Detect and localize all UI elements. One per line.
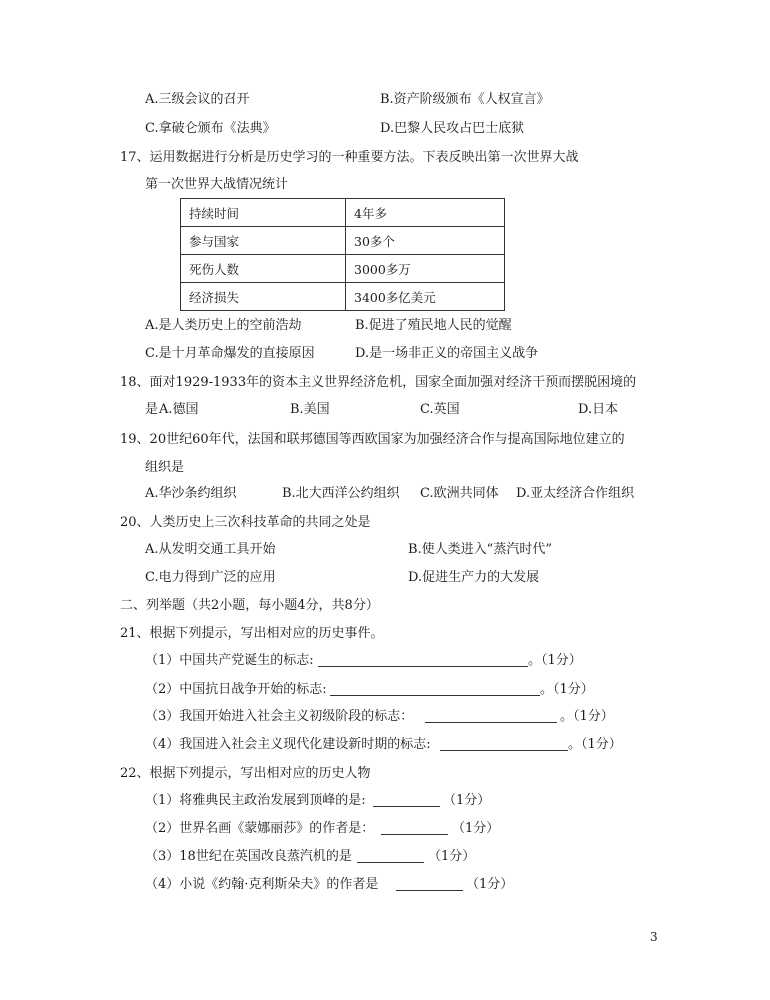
q20-stem: 20、人类历史上三次科技革命的共同之处是	[120, 515, 371, 530]
q22-stem: 22、根据下列提示，写出相对应的历史人物	[120, 766, 371, 781]
table-cell-value: 3400多亿美元	[346, 283, 505, 311]
q21-item-3-blank[interactable]	[425, 722, 557, 723]
q18-option-b: B.美国	[290, 402, 330, 417]
q17-stem: 17、运用数据进行分析是历史学习的一种重要方法。下表反映出第一次世界大战	[120, 150, 579, 165]
q18-option-c: C.英国	[420, 402, 460, 417]
q16-option-d: D.巴黎人民攻占巴士底狱	[380, 121, 525, 136]
q17-option-b: B.促进了殖民地人民的觉醒	[355, 318, 512, 333]
table-row	[181, 283, 505, 311]
q21-item-1-blank[interactable]	[318, 666, 528, 667]
q17-option-d: D.是一场非正义的帝国主义战争	[355, 346, 539, 361]
q19-stem-cont: 组织是	[145, 460, 185, 475]
q22-item-4-text: （4）小说《约翰·克利斯朵夫》的作者是	[145, 877, 379, 892]
q18-lead: 是	[145, 402, 159, 417]
q21-stem: 21、根据下列提示，写出相对应的历史事件。	[120, 626, 384, 641]
q20-option-b: B.使人类进入“蒸汽时代”	[408, 542, 552, 557]
q21-item-4-text: （4）我国进入社会主义现代化建设新时期的标志:	[145, 737, 431, 752]
q16-option-a: A.三级会议的召开	[145, 92, 250, 107]
q22-item-3-tail: （1分）	[428, 849, 476, 864]
q21-item-4-tail: 。（1分）	[568, 737, 622, 752]
table-cell-key: 持续时间	[181, 199, 346, 227]
q18-option-d: D.日本	[578, 402, 619, 417]
q21-item-4-blank[interactable]	[440, 750, 568, 751]
q19-option-a: A.华沙条约组织	[145, 486, 237, 501]
q22-item-1-text: （1）将雅典民主政治发展到顶峰的是:	[145, 793, 366, 808]
table-row	[181, 227, 505, 255]
table-cell-value: 4年多	[346, 199, 505, 227]
q17-option-a: A.是人类历史上的空前浩劫	[145, 318, 302, 333]
section-heading: 二、列举题（共2小题，每小题4分，共8分）	[120, 598, 379, 613]
q22-item-3-text: （3）18世纪在英国改良蒸汽机的是	[145, 849, 352, 864]
q17-table-title: 第一次世界大战情况统计	[145, 177, 289, 192]
q22-item-1-blank[interactable]	[373, 806, 440, 807]
q21-item-1-tail: 。（1分）	[528, 653, 582, 668]
q20-option-d: D.促进生产力的大发展	[408, 570, 540, 585]
table-cell-key: 经济损失	[181, 283, 346, 311]
q16-option-b: B.资产阶级颁布《人权宣言》	[380, 92, 550, 107]
q20-option-a: A.从发明交通工具开始	[145, 542, 276, 557]
q19-option-c: C.欧洲共同体	[420, 486, 499, 501]
q19-stem: 19、20世纪60年代，法国和联邦德国等西欧国家为加强经济合作与提高国际地位建立的	[120, 432, 625, 447]
q17-option-c: C.是十月革命爆发的直接原因	[145, 346, 315, 361]
q19-option-d: D.亚太经济合作组织	[516, 486, 635, 501]
q22-item-4-blank[interactable]	[396, 890, 463, 891]
q21-item-2-blank[interactable]	[330, 695, 540, 696]
q22-item-2-text: （2）世界名画《蒙娜丽莎》的作者是：	[145, 821, 375, 836]
table-cell-key: 死伤人数	[181, 255, 346, 283]
q22-item-1-tail: （1分）	[443, 793, 491, 808]
q20-option-c: C.电力得到广泛的应用	[145, 570, 276, 585]
q21-item-2-tail: 。（1分）	[540, 682, 594, 697]
q21-item-2-text: （2）中国抗日战争开始的标志:	[145, 682, 327, 697]
q21-item-1-text: （1）中国共产党诞生的标志:	[145, 653, 314, 668]
table-row	[181, 199, 505, 227]
q16-option-c: C.拿破仑颁布《法典》	[145, 121, 276, 136]
table-row	[181, 255, 505, 283]
q22-item-2-blank[interactable]	[381, 834, 448, 835]
q19-option-b: B.北大西洋公约组织	[282, 486, 400, 501]
ww1-stats-table	[180, 198, 505, 311]
q21-item-3-text: （3）我国开始进入社会主义初级阶段的标志：	[145, 709, 414, 724]
q21-item-3-tail: 。（1分）	[560, 709, 614, 724]
table-cell-key: 参与国家	[181, 227, 346, 255]
table-cell-value: 30多个	[346, 227, 505, 255]
table-cell-value: 3000多万	[346, 255, 505, 283]
q22-item-3-blank[interactable]	[357, 862, 424, 863]
q18-stem: 18、面对1929-1933年的资本主义世界经济危机，国家全面加强对经济干预而摆脱困境的	[120, 375, 637, 390]
q22-item-4-tail: （1分）	[466, 877, 514, 892]
q18-option-a: A.德国	[159, 402, 199, 417]
page-number: 3	[650, 930, 658, 944]
q22-item-2-tail: （1分）	[452, 821, 500, 836]
